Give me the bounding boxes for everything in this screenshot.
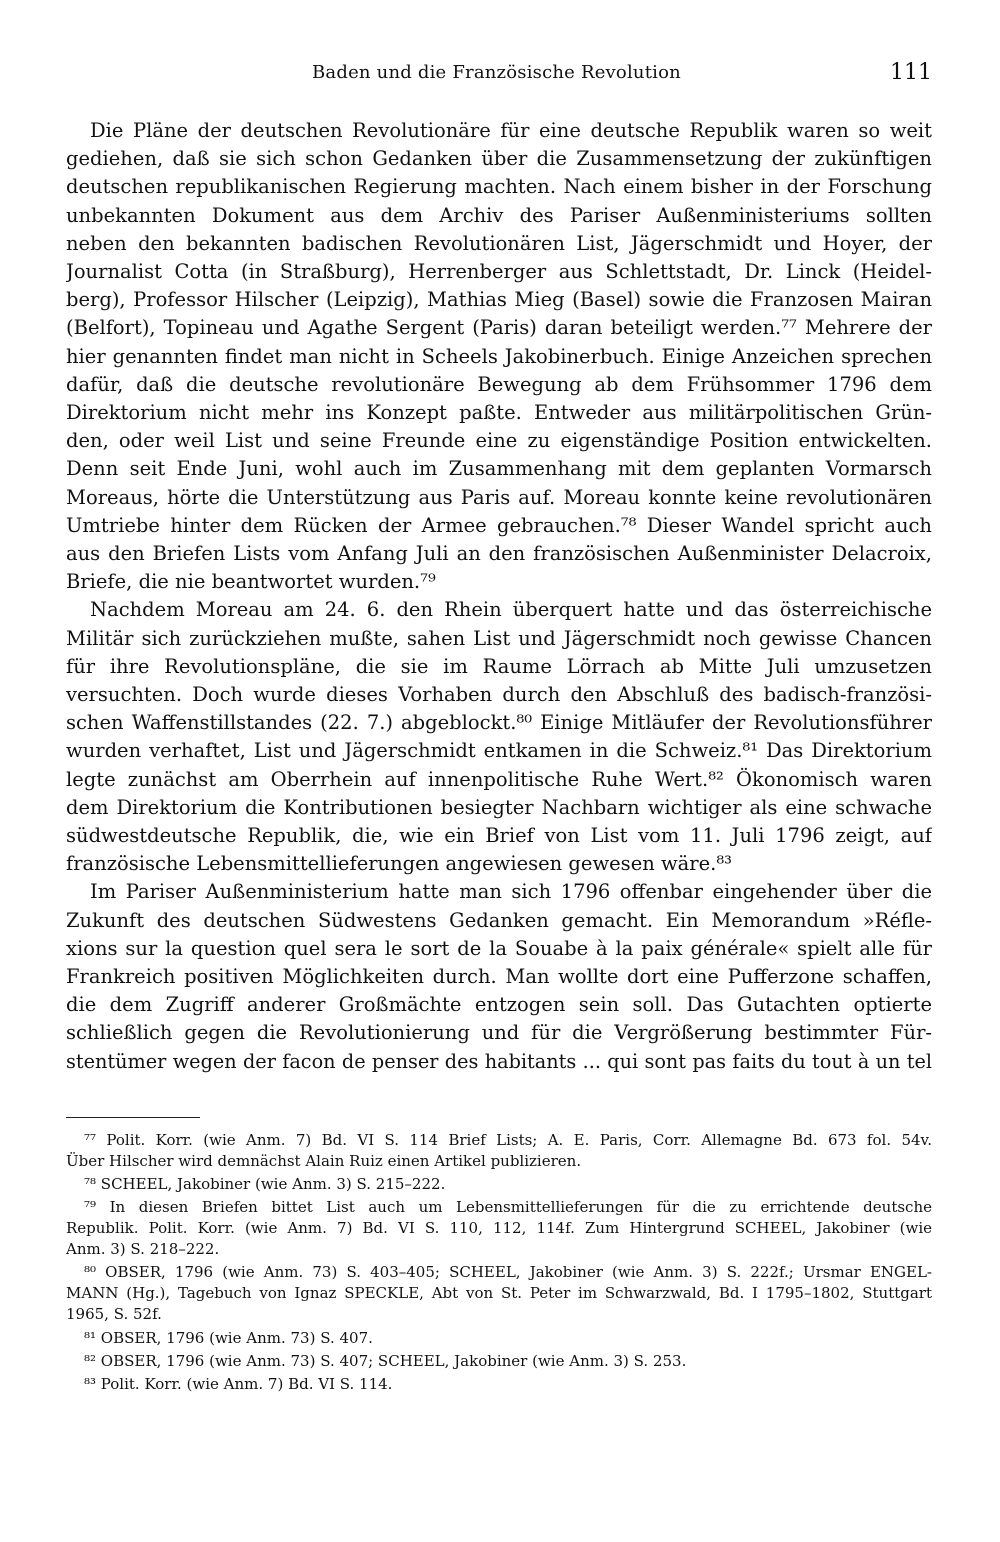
- text-line: schen Waffenstillstandes (22. 7.) abgeblockt.⁸⁰ Einige Mitläufer der Revolutionsführer: [66, 711, 932, 735]
- text-line: Zukunft des deutschen Südwestens Gedanken gemacht. Ein Memorandum »Réfle-: [66, 908, 932, 932]
- footnote-line: MANN (Hg.), Tagebuch von Ignaz SPECKLE, Abt von St. Peter im Schwarzwald, Bd. I 1795–1802, Stuttgart: [66, 1284, 932, 1302]
- text-line: Frankreich positiven Möglichkeiten durch. Man wollte dort eine Pufferzone schaffen,: [66, 965, 932, 988]
- page-header: [66, 60, 932, 90]
- text-line: Nachdem Moreau am 24. 6. den Rhein überquert hatte und das österreichische: [90, 598, 932, 622]
- page-number: 111: [890, 60, 932, 85]
- text-line: dem Direktorium die Kontributionen besiegter Nachbarn wichtiger als eine schwache: [66, 795, 932, 819]
- footnote-line: ⁸² OBSER, 1796 (wie Anm. 73) S. 407; SCHEEL, Jakobiner (wie Anm. 3) S. 253.: [84, 1352, 687, 1370]
- text-line: (Belfort), Topineau und Agathe Sergent (Paris) daran beteiligt werden.⁷⁷ Mehrere der: [66, 316, 932, 340]
- footnote-line: 1965, S. 52f.: [66, 1305, 162, 1323]
- text-line: xions sur la question quel sera le sort de la Souabe à la paix générale« spielt alle für: [66, 936, 932, 960]
- footnote-line: ⁸³ Polit. Korr. (wie Anm. 7) Bd. VI S. 114.: [84, 1375, 393, 1393]
- text-line: den, oder weil List und seine Freunde eine zu eigenständige Position entwickelten.: [66, 429, 932, 453]
- text-line: schließlich gegen die Revolutionierung und für die Vergrößerung bestimmter Für-: [66, 1021, 932, 1045]
- text-line: französische Lebensmittellieferungen angewiesen gewesen wäre.⁸³: [66, 852, 732, 876]
- text-line: wurden verhaftet, List und Jägerschmidt entkamen in die Schweiz.⁸¹ Das Direktorium: [66, 739, 932, 763]
- text-line: Moreaus, hörte die Unterstützung aus Paris auf. Moreau konnte keine revolutionären: [66, 485, 932, 509]
- text-line: Denn seit Ende Juni, wohl auch im Zusammenhang mit dem geplanten Vormarsch: [66, 457, 932, 481]
- footnote-line: Anm. 3) S. 218–222.: [66, 1240, 220, 1258]
- text-line: stentümer wegen der facon de penser des habitants ... qui sont pas faits du tout à un tel: [66, 1049, 932, 1073]
- text-line: versuchten. Doch wurde dieses Vorhaben durch den Abschluß des badisch-französi-: [66, 683, 932, 706]
- text-line: die dem Zugriff anderer Großmächte entzogen sein soll. Das Gutachten optierte: [66, 993, 932, 1017]
- text-line: Umtriebe hinter dem Rücken der Armee gebrauchen.⁷⁸ Dieser Wandel spricht auch: [66, 513, 932, 537]
- footnote-divider: [66, 1117, 200, 1118]
- text-line: hier genannten findet man nicht in Scheels Jakobinerbuch. Einige Anzeichen sprechen: [66, 344, 932, 368]
- text-line: Im Pariser Außenministerium hatte man sich 1796 offenbar eingehender über die: [90, 880, 932, 904]
- text-line: Direktorium nicht mehr ins Konzept paßte. Entweder aus militärpolitischen Grün-: [66, 401, 932, 424]
- footnote-line: Über Hilscher wird demnächst Alain Ruiz einen Artikel publizieren.: [66, 1152, 582, 1170]
- footnote-line: ⁸¹ OBSER, 1796 (wie Anm. 73) S. 407.: [84, 1329, 373, 1347]
- text-line: Militär sich zurückziehen mußte, sahen List und Jägerschmidt noch gewisse Chancen: [66, 626, 932, 650]
- running-title: Baden und die Französische Revolution: [312, 62, 681, 83]
- text-line: neben den bekannten badischen Revolutionären List, Jägerschmidt und Hoyer, der: [66, 231, 932, 255]
- text-line: Die Pläne der deutschen Revolutionäre für eine deutsche Republik waren so weit: [90, 119, 932, 142]
- text-line: legte zunächst am Oberrhein auf innenpolitische Ruhe Wert.⁸² Ökonomisch waren: [66, 767, 932, 791]
- text-line: Briefe, die nie beantwortet wurden.⁷⁹: [66, 570, 436, 594]
- text-line: unbekannten Dokument aus dem Archiv des Pariser Außenministeriums sollten: [66, 203, 932, 227]
- text-line: für ihre Revolutionspläne, die sie im Raume Lörrach ab Mitte Juli umzusetzen: [66, 654, 932, 678]
- text-line: berg), Professor Hilscher (Leipzig), Mathias Mieg (Basel) sowie die Franzosen Mairan: [66, 288, 932, 312]
- footnote-line: ⁷⁸ SCHEEL, Jakobiner (wie Anm. 3) S. 215–222.: [84, 1175, 446, 1193]
- footnote-line: ⁷⁹ In diesen Briefen bittet List auch um Lebensmittellieferungen für die zu errichtende deutsche: [84, 1198, 932, 1216]
- text-line: Journalist Cotta (in Straßburg), Herrenberger aus Schlettstadt, Dr. Linck (Heidel-: [66, 260, 932, 283]
- text-line: südwestdeutsche Republik, die, wie ein Brief von List vom 11. Juli 1796 zeigt, auf: [66, 824, 932, 847]
- text-line: gediehen, daß sie sich schon Gedanken über die Zusammensetzung der zukünftigen: [66, 147, 932, 171]
- text-line: aus den Briefen Lists vom Anfang Juli an den französischen Außenminister Delacroix,: [66, 542, 932, 565]
- text-line: deutschen republikanischen Regierung machten. Nach einem bisher in der Forschung: [66, 175, 932, 199]
- footnote-line: Republik. Polit. Korr. (wie Anm. 7) Bd. VI S. 110, 112, 114f. Zum Hintergrund SCHEEL, Jakobiner (wie: [66, 1219, 932, 1237]
- footnote-line: ⁸⁰ OBSER, 1796 (wie Anm. 73) S. 403–405; SCHEEL, Jakobiner (wie Anm. 3) S. 222f.; Ursmar ENGEL-: [84, 1263, 932, 1281]
- text-line: dafür, daß die deutsche revolutionäre Bewegung ab dem Frühsommer 1796 dem: [66, 372, 932, 396]
- footnote-line: ⁷⁷ Polit. Korr. (wie Anm. 7) Bd. VI S. 114 Brief Lists; A. E. Paris, Corr. Allemagne Bd. 673 fol. 54v.: [84, 1131, 932, 1149]
